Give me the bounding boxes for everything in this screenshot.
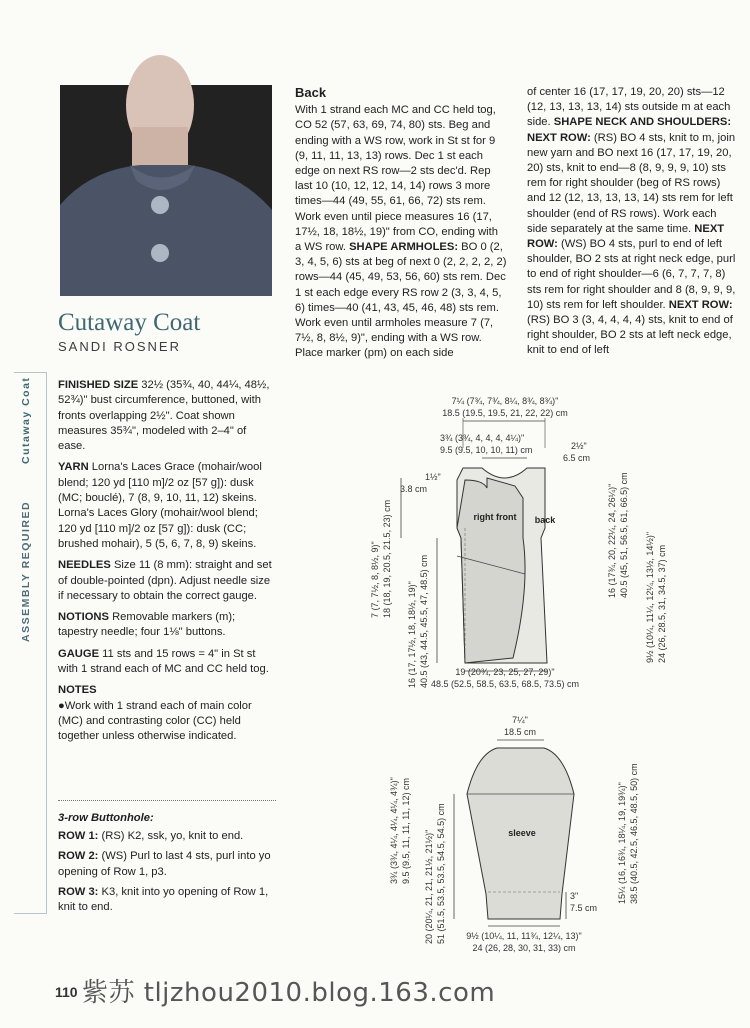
- back-label: back: [534, 515, 556, 525]
- right-front-label: right front: [473, 512, 517, 522]
- section-label: ASSEMBLY REQUIRED: [20, 500, 32, 642]
- bullet-icon: ●: [58, 699, 65, 712]
- sleeve-bottom-in: 9½ (10¼, 11, 11¾, 12¼, 13)": [466, 931, 582, 941]
- sleeve-width-in: 15¼ (16, 16¾, 18¼, 19, 19¾)": [617, 782, 627, 904]
- finished-size: FINISHED SIZE 32½ (35¾, 40, 44¼, 48½, 52¾)" bust circumference, buttoned, with fronts overlapping 2½". Coat shown measures 35¾", modeled with 2–4" of ease.: [58, 379, 270, 453]
- bottom-in: 19 (20¾, 23, 25, 27, 29)": [455, 667, 555, 677]
- specs-column: [58, 378, 274, 751]
- page-number: 110: [55, 984, 78, 1000]
- back-column: [295, 85, 507, 362]
- pattern-tab-label: Cutaway Coat: [20, 376, 32, 464]
- front-in: 1½": [425, 472, 441, 482]
- model-photo: [60, 85, 272, 296]
- armhole-cm: 18 (18, 19, 20.5, 21.5, 23) cm: [382, 499, 392, 618]
- length-in: 16 (17, 17½, 18, 18½, 19)": [407, 581, 417, 688]
- sleeve-length-in: 20 (20¼, 21, 21, 21½, 21½)": [424, 829, 434, 944]
- neck-width-cm: 9.5 (9.5, 10, 10, 11) cm: [440, 445, 533, 455]
- yarn: YARN Lorna's Laces Grace (mohair/wool blend; 120 yd [110 m]/2 oz [57 g]): dusk (MC; bouclé), 7 (8, 9, 10, 11, 12) skeins. Lorna's Laces Glory (mohair/wool blend; 120 yd [110 m]/2 oz [57 g]): dusk (CC; brushed mohair), 5 (5, 6, 7, 8, 9) skeins.: [58, 461, 262, 550]
- sleeve-schematic: [389, 714, 662, 959]
- bust-cm: 40.5 (45, 51, 56.5, 61, 66.5) cm: [619, 472, 629, 598]
- designer-name: SANDI ROSNER: [58, 339, 181, 354]
- armhole-in: 7 (7, 7½, 8, 8½, 9)": [370, 541, 380, 618]
- sleeve-bottom-cm: 24 (26, 28, 30, 31, 33) cm: [472, 943, 576, 953]
- top-width-in: 7¼ (7¾, 7¾, 8¼, 8¾, 8¾)": [451, 396, 559, 406]
- neck-width-in: 3¾ (3¾, 4, 4, 4, 4¼)": [440, 433, 525, 443]
- top-width-cm: 18.5 (19.5, 19.5, 21, 22, 22) cm: [442, 408, 568, 418]
- row-2: ROW 2: (WS) Purl to last 4 sts, purl into yo opening of Row 1, p3.: [58, 850, 271, 878]
- back-heading: Back: [295, 85, 327, 100]
- divider: [58, 800, 276, 801]
- sleeve-top-cm: 18.5 cm: [503, 727, 537, 737]
- back-text: With 1 strand each MC and CC held tog, CO 52 (57, 63, 69, 74, 80) sts. Beg and ending with a WS row, work in St st for 9 (9, 11, 11, 13, 13) rows. Dec 1 st each edge on next RS row—2 sts dec'd. Rep last 10 (10, 12, 12, 14, 14) rows 3 more times—44 (49, 55, 61, 66, 72) sts rem. Work even until piece measures 16 (17, 17½, 18, 18½, 19)" from CO, ending with a WS row. SHAPE ARMHOLES: BO 0 (2, 3, 4, 5, 6) sts at beg of next 0 (2, 2, 2, 2, 2) rows—44 (45, 49, 53, 56, 60) sts rem. Dec 1 st each edge every RS row 2 (3, 3, 4, 5, 6) times—40 (41, 43, 45, 46, 48) sts rem. Work even until armholes measure 7 (7, 7½, 8, 8½, 9)", ending with a WS row. Place marker (pm) on each side: [295, 104, 507, 360]
- cuff-in: 3": [570, 891, 579, 901]
- continued-column: of center 16 (17, 17, 19, 20, 20) sts—12 (12, 13, 13, 13, 14) sts outside m at each side. SHAPE NECK AND SHOULDERS: NEXT ROW: (RS) BO 4 sts, knit to m, join new yarn and BO next 16 (17, 17, 19, 20, 20) sts, knit to end—8 (8, 9, 9, 9, 10) sts rem for right shoulder (beg of RS rows) and 12 (12, 13, 13, 13, 14) sts rem for left shoulder (end of RS rows). Work each side separately at the same time. NEXT ROW: (WS) BO 4 sts, purl to end of left shoulder, BO 2 sts at right neck edge, purl to end of right shoulder—6 (6, 7, 7, 7, 8) sts rem for right shoulder and 8 (8, 9, 9, 9, 10) sts rem for left shoulder. NEXT ROW: (RS) BO 3 (3, 4, 4, 4, 4) sts, knit to end of right shoulder, BO 2 sts at left neck edge, knit to end of left: [527, 86, 736, 357]
- cuff-cm: 7.5 cm: [570, 903, 598, 913]
- sleeve-width-cm: 38.5 (40.5, 42.5, 46.5, 48.5, 50) cm: [629, 763, 639, 904]
- bust-in: 16 (17¾, 20, 22¼, 24, 26¼)": [607, 483, 617, 598]
- cap-in: 3¾ (3¾, 4¼, 4¼, 4¼, 4¾)": [389, 777, 399, 884]
- notions: NOTIONS Removable markers (m); tapestry needle; four 1⅛" buttons.: [58, 611, 236, 639]
- bottom-cm: 48.5 (52.5, 58.5, 63.5, 68.5, 73.5) cm: [430, 679, 580, 689]
- row-3: ROW 3: K3, knit into yo opening of Row 1, knit to end.: [58, 885, 269, 914]
- sleeve-label: sleeve: [508, 828, 536, 838]
- needles: NEEDLES Size 11 (8 mm): straight and set of double-pointed (dpn). Adjust needle size if necessary to obtain the correct gauge.: [58, 559, 272, 602]
- hem-in: 9½ (10¼, 11¼, 12¼, 13½, 14½)": [645, 531, 655, 663]
- buttonhole-heading: 3-row Buttonhole:: [58, 812, 154, 824]
- row-1: ROW 1: (RS) K2, ssk, yo, knit to end.: [58, 830, 244, 842]
- buttonhole-rows: [58, 829, 278, 920]
- front-cm: 3.8 cm: [400, 484, 428, 494]
- body-schematic: [365, 388, 667, 698]
- length-cm: 40.5 (43, 44.5, 45.5, 47, 48.5) cm: [419, 554, 429, 688]
- watermark: 紫苏 tljzhou2010.blog.163.com: [82, 978, 496, 1008]
- cap-cm: 9.5 (9.5, 11, 11, 11, 12) cm: [401, 777, 411, 884]
- sleeve-top-in: 7¼": [512, 715, 528, 725]
- shoulder-cm: 6.5 cm: [563, 453, 591, 463]
- hem-cm: 24 (26, 28.5, 31, 34.5, 37) cm: [657, 544, 667, 663]
- shoulder-in: 2½": [571, 441, 587, 451]
- sleeve-length-cm: 51 (51.5, 53.5, 53.5, 54.5, 54.5) cm: [436, 803, 446, 944]
- gauge: GAUGE 11 sts and 15 rows = 4" in St st with 1 strand each of MC and CC held tog.: [58, 647, 269, 676]
- sidebar-tab: [18, 374, 40, 904]
- notes-heading: NOTES: [58, 684, 97, 697]
- pattern-title: Cutaway Coat: [58, 309, 201, 336]
- note-1: ●Work with 1 strand each of main color (MC) and contrasting color (CC) held together unless otherwise indicated.: [58, 699, 252, 743]
